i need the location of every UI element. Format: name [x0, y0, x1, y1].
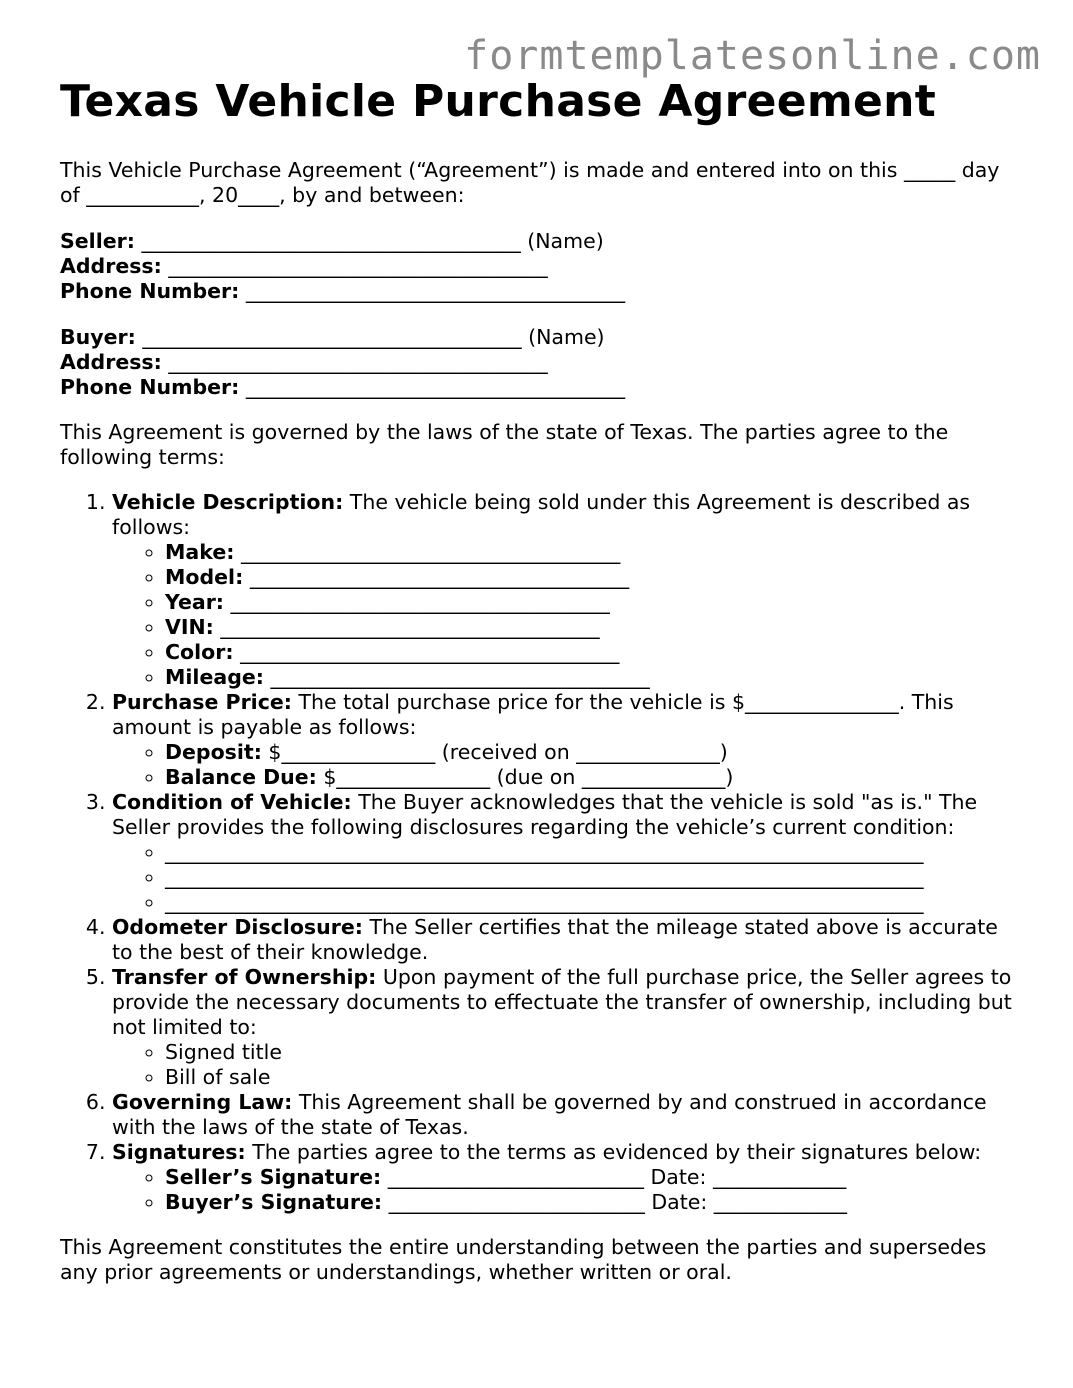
seller-phone-row — [60, 279, 1020, 304]
vin-line: _____________________________________ — [213, 615, 600, 639]
make-field — [165, 540, 1020, 565]
seller-name-line: _____________________________________ (Name) — [134, 229, 604, 253]
condition-line: ◦ __________________________________________________________________________ — [165, 890, 1020, 915]
year-label: Year: — [165, 590, 225, 614]
year-field — [165, 590, 1020, 615]
seller-signature-line: _________________________ Date: _____________ — [381, 1165, 847, 1189]
term-text: Upon payment of the full purchase price, the Seller agrees to provide the necessary documents to effectuate the transfer of ownership, including but not limited to: — [112, 965, 1012, 1039]
term-signatures — [112, 1140, 1020, 1215]
vehicle-fields — [112, 540, 1020, 690]
term-text: The vehicle being sold under this Agreement is described as follows: — [112, 490, 971, 539]
watermark: formtemplatesonline.com — [464, 33, 1041, 79]
seller-signature-field — [165, 1165, 1020, 1190]
closing-paragraph: This Agreement constitutes the entire understanding between the parties and supersedes any prior agreements or understandings, whether written or oral. — [60, 1235, 987, 1284]
year-line: _____________________________________ — [224, 590, 610, 614]
term-text: This Agreement shall be governed by and construed in accordance with the laws of the state of Texas. — [112, 1090, 987, 1139]
intro-paragraph: This Vehicle Purchase Agreement (“Agreement”) is made and entered into on this _____ day of ___________, 20____, by and between: — [60, 158, 1000, 207]
seller-phone-label: Phone Number: — [60, 279, 240, 303]
term-transfer — [112, 965, 1020, 1090]
buyer-signature-field — [165, 1190, 1020, 1215]
term-label: Transfer of Ownership: — [112, 965, 377, 989]
term-text: The Buyer acknowledges that the vehicle is sold "as is." The Seller provides the following disclosures regarding the vehicle’s current condition: — [112, 790, 978, 839]
transfer-item: ◦ Signed title — [165, 1040, 1020, 1065]
buyer-address-line: _____________________________________ — [161, 350, 548, 374]
buyer-phone-label: Phone Number: — [60, 375, 240, 399]
seller-address-label: Address: — [60, 254, 162, 278]
vin-label: VIN: — [165, 615, 214, 639]
terms-list — [60, 490, 1020, 1215]
signature-fields — [112, 1165, 1020, 1215]
buyer-phone-line: _____________________________________ — [239, 375, 626, 399]
term-label: Signatures: — [112, 1140, 246, 1164]
buyer-signature-label: Buyer’s Signature: — [165, 1190, 383, 1214]
term-text: The Seller certifies that the mileage stated above is accurate to the best of their knowledge. — [112, 915, 998, 964]
term-label: Condition of Vehicle: — [112, 790, 352, 814]
term-label: Odometer Disclosure: — [112, 915, 363, 939]
seller-address-row — [60, 254, 1020, 279]
model-label: Model: — [165, 565, 244, 589]
make-line: _____________________________________ — [234, 540, 621, 564]
term-label: Vehicle Description: — [112, 490, 344, 514]
buyer-address-label: Address: — [60, 350, 162, 374]
balance-due-label: Balance Due: — [165, 765, 317, 789]
deposit-label: Deposit: — [165, 740, 262, 764]
term-label: Governing Law: — [112, 1090, 293, 1114]
buyer-address-row — [60, 350, 1020, 375]
vin-field — [165, 615, 1020, 640]
seller-block — [60, 229, 1020, 304]
model-field — [165, 565, 1020, 590]
term-text: The total purchase price for the vehicle is $_______________. This amount is payable as follows: — [112, 690, 954, 739]
buyer-block — [60, 325, 1020, 400]
deposit-field — [165, 740, 1020, 765]
balance-due-field — [165, 765, 1020, 790]
seller-address-line: _____________________________________ — [161, 254, 548, 278]
term-label: Purchase Price: — [112, 690, 292, 714]
buyer-name-line: _____________________________________ (Name) — [135, 325, 605, 349]
make-label: Make: — [165, 540, 235, 564]
term-vehicle-description — [112, 490, 1020, 690]
term-condition — [112, 790, 1020, 915]
deposit-line: $_______________ (received on ______________) — [261, 740, 728, 764]
seller-phone-line: _____________________________________ — [239, 279, 626, 303]
seller-label: Seller: — [60, 229, 135, 253]
term-odometer — [112, 915, 1020, 965]
mileage-label: Mileage: — [165, 665, 264, 689]
buyer-phone-row — [60, 375, 1020, 400]
balance-due-line: $_______________ (due on ______________) — [316, 765, 734, 789]
condition-line: ◦ __________________________________________________________________________ — [165, 840, 1020, 865]
governing-intro: This Agreement is governed by the laws of the state of Texas. The parties agree to the following terms: — [60, 420, 949, 469]
seller-name-row — [60, 229, 1020, 254]
term-text: The parties agree to the terms as evidenced by their signatures below: — [245, 1140, 982, 1164]
seller-signature-label: Seller’s Signature: — [165, 1165, 382, 1189]
buyer-name-row — [60, 325, 1020, 350]
model-line: _____________________________________ — [243, 565, 630, 589]
buyer-label: Buyer: — [60, 325, 136, 349]
condition-line: ◦ __________________________________________________________________________ — [165, 865, 1020, 890]
document-title: Texas Vehicle Purchase Agreement — [60, 76, 937, 127]
condition-lines — [112, 840, 1020, 915]
color-line: _____________________________________ — [233, 640, 620, 664]
transfer-item: ◦ Bill of sale — [165, 1065, 1020, 1090]
mileage-line: _____________________________________ — [263, 665, 650, 689]
color-label: Color: — [165, 640, 234, 664]
transfer-documents — [112, 1040, 1020, 1090]
term-governing-law — [112, 1090, 1020, 1140]
document-body — [60, 76, 1020, 1285]
mileage-field — [165, 665, 1020, 690]
payment-fields — [112, 740, 1020, 790]
buyer-signature-line: _________________________ Date: _____________ — [382, 1190, 848, 1214]
color-field — [165, 640, 1020, 665]
term-purchase-price — [112, 690, 1020, 790]
